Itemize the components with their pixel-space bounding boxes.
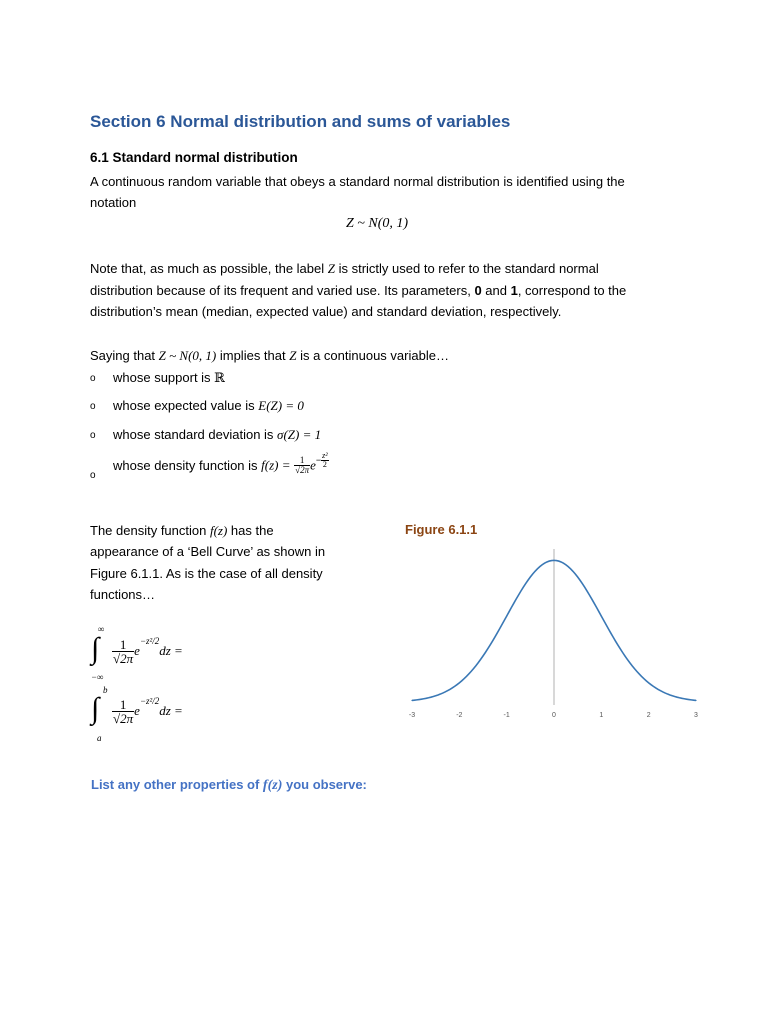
bullet-math: E(Z) = 0 (258, 398, 304, 413)
bell-curve-chart (400, 545, 710, 725)
note-text: is strictly used to refer to the standard normal (334, 261, 599, 276)
exp-base: e (134, 643, 140, 659)
x-tick-label: 3 (694, 712, 698, 719)
x-tick-label: 2 (646, 712, 651, 719)
note-text: Note that, as much as possible, the label (90, 261, 328, 276)
density-line-3: Figure 6.1.1. As is the case of all density (90, 566, 323, 581)
bullet-marker: o (90, 401, 96, 412)
density-exponent (316, 452, 329, 469)
integral-lower-limit: a (97, 733, 102, 743)
subsection-title: 6.1 Standard normal distribution (90, 150, 298, 165)
bullet-marker: o (90, 430, 96, 441)
fraction-denominator: √2π (113, 650, 134, 666)
x-tick-label: -3 (408, 712, 416, 719)
saying-text: is a continuous variable… (296, 348, 449, 363)
note-line-3: distribution’s mean (median, expected value) and standard deviation, respectively. (90, 304, 562, 319)
integrand-fraction (112, 698, 134, 725)
data-point (553, 560, 554, 561)
bullet-text: whose support is (113, 370, 215, 385)
bullet-text: whose standard deviation is (113, 427, 278, 442)
density-text: The density function (90, 523, 210, 538)
saying-text: Saying that (90, 348, 159, 363)
integral-upper-limit: b (103, 685, 108, 695)
density-line-4: functions… (90, 587, 156, 602)
data-point (506, 615, 507, 616)
fraction-numerator: 1 (112, 698, 134, 712)
bullet-math: σ(Z) = 1 (277, 427, 322, 442)
param-one: 1 (510, 283, 518, 298)
figure-caption: Figure 6.1.1 (405, 522, 478, 537)
x-tick-label: 0 (552, 712, 556, 719)
data-point (695, 700, 696, 701)
note-text: and (481, 283, 511, 298)
exp-denominator: 2 (322, 460, 327, 469)
exp-base: e (310, 457, 316, 473)
note-text: distribution because of its frequent and varied use. Its parameters, (90, 283, 475, 298)
fraction-numerator: 1 (112, 638, 134, 652)
saying-text: implies that (216, 348, 290, 363)
data-point (482, 655, 483, 656)
integrand (112, 636, 183, 665)
density-fraction (294, 456, 310, 475)
bullet-stddev (113, 427, 321, 443)
density-math: f(z) (209, 523, 228, 538)
intro-line-2: notation (90, 195, 137, 210)
data-point (672, 695, 673, 696)
integral-sign: ∫ (91, 632, 100, 665)
section-title: Section 6 Normal distribution and sums of variables (90, 112, 511, 131)
data-point (435, 695, 436, 696)
bullet-density (113, 451, 329, 475)
observe-prompt (91, 777, 367, 794)
x-tick-label: -2 (456, 712, 463, 719)
bullet-marker: o (90, 470, 96, 481)
saying-var: Z (289, 348, 297, 363)
data-point (648, 682, 649, 683)
exponent: −z²/2 (139, 636, 160, 646)
exponent: −z²/2 (139, 696, 160, 706)
exp-base: e (134, 703, 140, 719)
x-tick-label: 1 (599, 712, 604, 719)
density-text: has the (227, 523, 274, 538)
exp-numerator: z² (322, 451, 328, 460)
observe-text: you observe: (282, 777, 367, 792)
bullet-support (113, 370, 225, 387)
intro-line-1: A continuous random variable that obeys a standard normal distribution is identified using the (90, 174, 625, 189)
data-point (459, 682, 460, 683)
data-point (530, 576, 531, 577)
fraction-denominator: √2π (295, 465, 310, 475)
integrand (112, 696, 183, 725)
bullet-text: whose density function is (113, 458, 262, 473)
exp-fraction (321, 452, 329, 469)
differential: dz = (159, 703, 183, 719)
bullet-math: ℝ (214, 371, 225, 386)
data-point (624, 655, 625, 656)
observe-text: List any other properties of (91, 777, 263, 792)
note-text: , correspond to the (517, 283, 627, 298)
note-line-2 (90, 283, 626, 299)
note-line-1 (90, 261, 599, 277)
density-line-2: appearance of a ‘Bell Curve’ as shown in (90, 544, 326, 559)
param-zero: 0 (474, 283, 482, 298)
integral-upper-limit: ∞ (98, 624, 105, 634)
notation-formula: Z ~ N(0, 1) (346, 216, 409, 231)
integrand-fraction (112, 638, 134, 665)
bullet-text: whose expected value is (113, 398, 259, 413)
bullet-math: f(z) = (261, 457, 291, 473)
density-line-1 (90, 523, 274, 539)
fraction-numerator: 1 (294, 456, 310, 466)
observe-math: f(z) (262, 778, 283, 793)
bullet-expected (113, 398, 304, 414)
differential: dz = (159, 643, 183, 659)
x-tick-label: -1 (503, 712, 510, 719)
exp-sign: − (315, 454, 322, 465)
note-var: Z (327, 261, 335, 276)
fraction-denominator: √2π (113, 710, 134, 726)
data-point (577, 576, 578, 577)
integral-sign: ∫ (91, 692, 100, 725)
saying-expr: Z ~ N(0, 1) (158, 348, 217, 363)
saying-line (90, 348, 449, 364)
bullet-marker: o (90, 373, 96, 384)
data-point (411, 700, 412, 701)
integral-lower-limit: −∞ (91, 672, 104, 682)
data-point (601, 615, 602, 616)
